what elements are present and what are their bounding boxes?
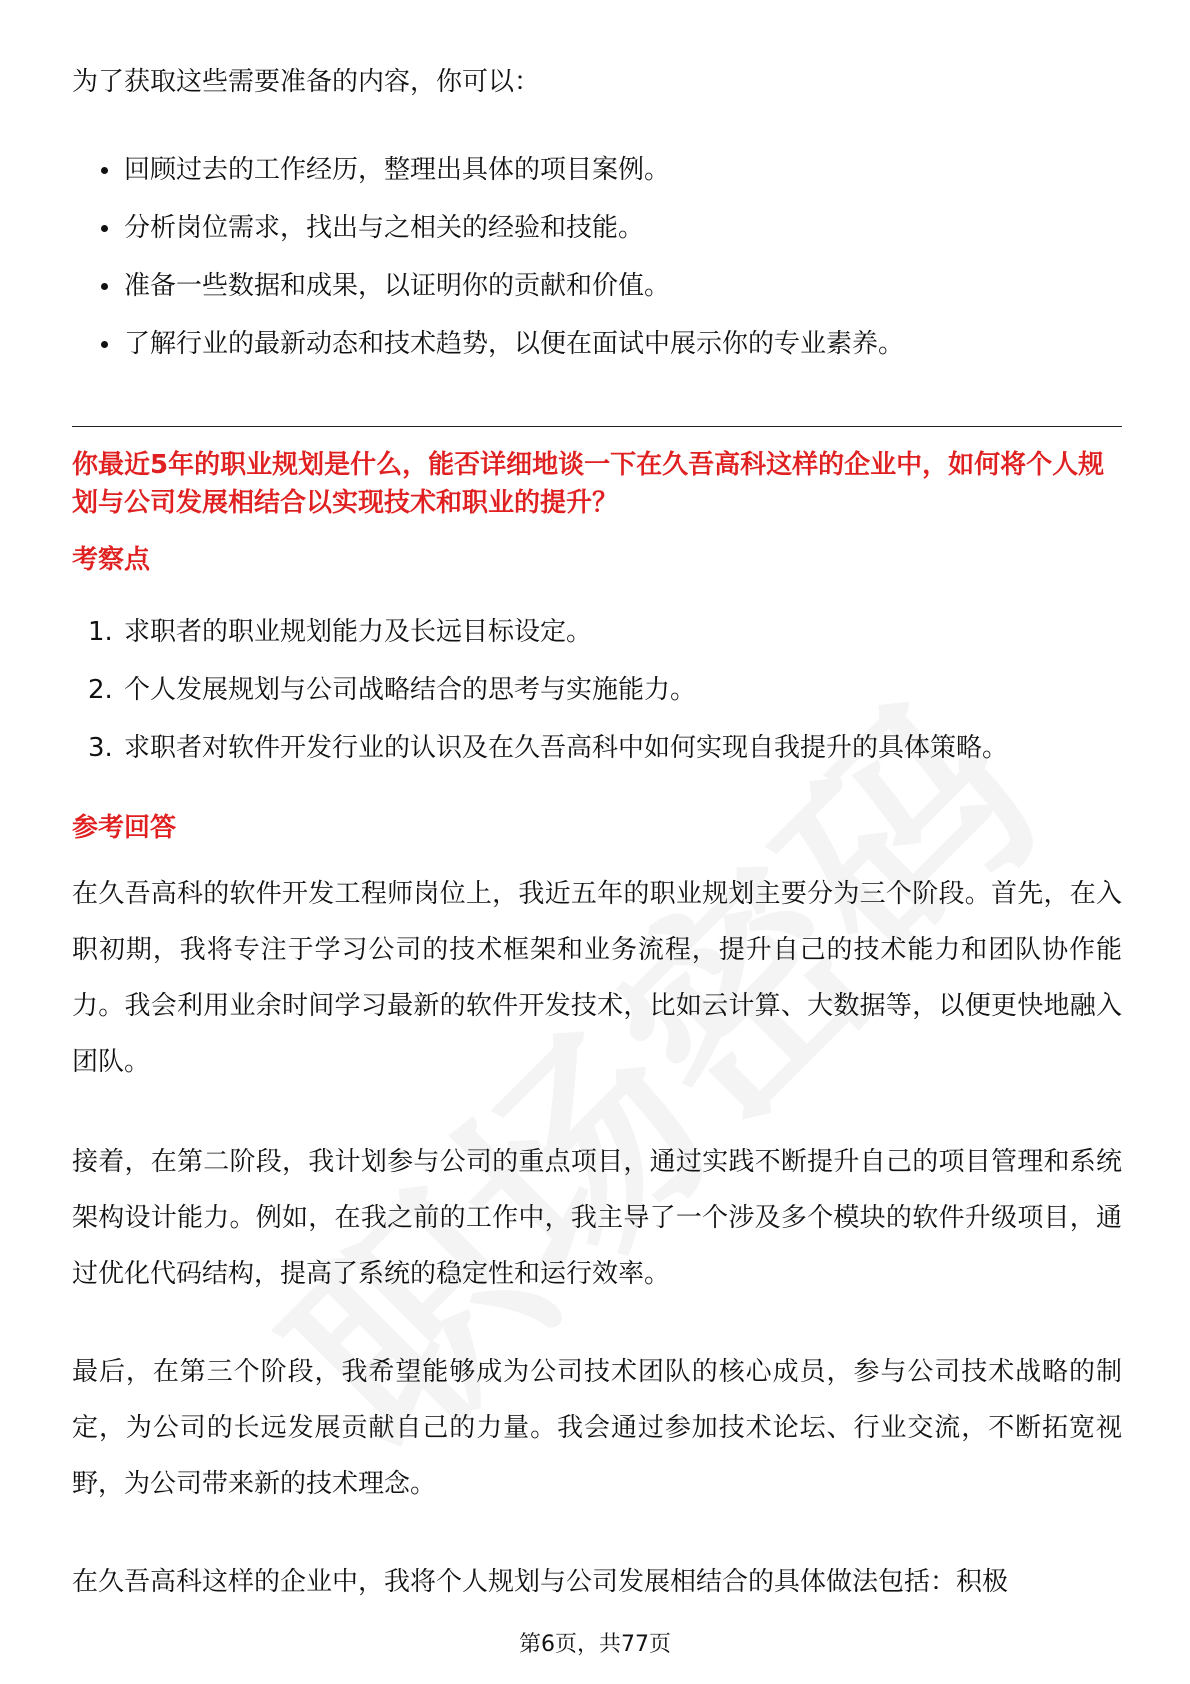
interview-question: 你最近5年的职业规划是什么，能否详细地谈一下在久吾高科这样的企业中，如何将个人规划与公司发展相结合以实现技术和职业的提升？ bbox=[72, 450, 1105, 518]
item-number: 1. bbox=[88, 617, 113, 647]
answer-paragraph: 接着，在第二阶段，我计划参与公司的重点项目，通过实践不断提升自己的项目管理和系统架构设计能力。例如，在我之前的工作中，我主导了一个涉及多个模块的软件升级项目，通过优化代码结构，提高了系统的稳定性和运行效率。 bbox=[72, 1147, 1122, 1289]
item-number: 2. bbox=[88, 675, 113, 705]
item-text: 求职者对软件开发行业的认识及在久吾高科中如何实现自我提升的具体策略。 bbox=[124, 733, 1009, 763]
section-divider bbox=[72, 426, 1122, 427]
intro-text: 为了获取这些需要准备的内容，你可以： bbox=[72, 67, 541, 97]
list-item bbox=[88, 670, 1008, 728]
list-item: 回顾过去的工作经历，整理出具体的项目案例。 bbox=[124, 150, 904, 208]
assessment-points bbox=[72, 612, 1008, 786]
list-item: 了解行业的最新动态和技术趋势，以便在面试中展示你的专业素养。 bbox=[124, 324, 904, 382]
answer-paragraph: 最后，在第三个阶段，我希望能够成为公司技术团队的核心成员，参与公司技术战略的制定，为公司的长远发展贡献自己的力量。我会通过参加技术论坛、行业交流，不断拓宽视野，为公司带来新的技术理念。 bbox=[72, 1357, 1122, 1499]
item-text: 个人发展规划与公司战略结合的思考与实施能力。 bbox=[124, 675, 697, 705]
list-item bbox=[88, 612, 1008, 670]
preparation-list bbox=[72, 150, 904, 382]
list-item: 分析岗位需求，找出与之相关的经验和技能。 bbox=[124, 208, 904, 266]
answer-paragraph: 在久吾高科这样的企业中，我将个人规划与公司发展相结合的具体做法包括：积极 bbox=[72, 1567, 1009, 1597]
item-number: 3. bbox=[88, 733, 113, 763]
item-text: 求职者的职业规划能力及长远目标设定。 bbox=[124, 617, 593, 647]
section-title-assessment: 考察点 bbox=[72, 545, 151, 575]
list-item: 准备一些数据和成果，以证明你的贡献和价值。 bbox=[124, 266, 904, 324]
list-item bbox=[88, 728, 1009, 786]
section-title-reference-answer: 参考回答 bbox=[72, 813, 177, 843]
answer-paragraph: 在久吾高科的软件开发工程师岗位上，我近五年的职业规划主要分为三个阶段。首先，在入职初期，我将专注于学习公司的技术框架和业务流程，提升自己的技术能力和团队协作能力。我会利用业余时间学习最新的软件开发技术，比如云计算、大数据等，以便更快地融入团队。 bbox=[72, 879, 1122, 1077]
page-number: 第6页，共77页 bbox=[519, 1632, 671, 1657]
